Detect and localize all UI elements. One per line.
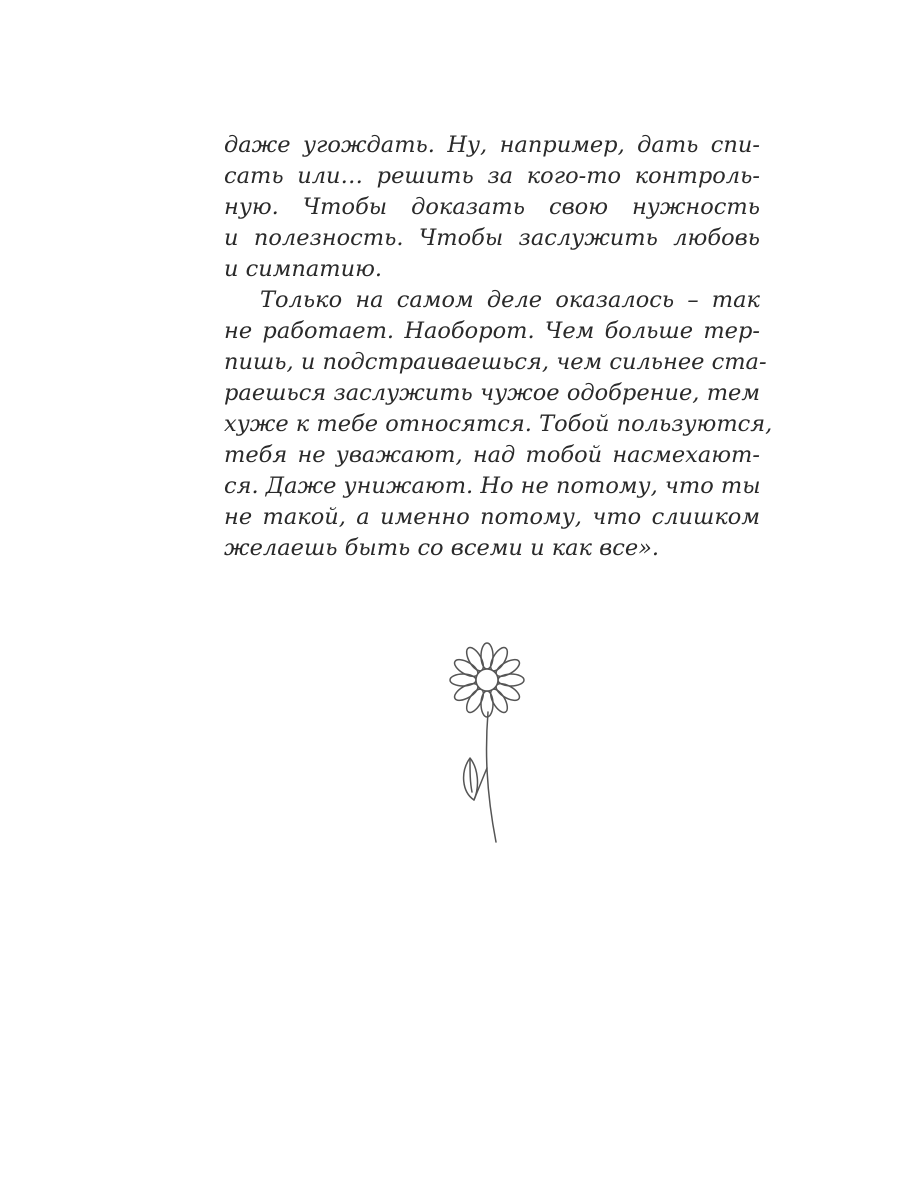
text-line: тебя не уважают, над тобой насмехают-	[224, 442, 760, 468]
text-line: и симпатию.	[224, 256, 383, 282]
daisy-flower-icon	[430, 640, 540, 850]
text-line: раешься заслужить чужое одобрение, тем	[224, 380, 760, 406]
text-line: даже угождать. Ну, например, дать спи-	[224, 132, 760, 158]
text-line: хуже к тебе относятся. Тобой пользуются,	[224, 411, 773, 437]
text-line: не такой, а именно потому, что слишком	[224, 504, 760, 530]
text-line: сать или… решить за кого-то контроль-	[224, 163, 760, 189]
body-text	[224, 130, 773, 564]
text-line: пишь, и подстраиваешься, чем сильнее ста-	[224, 349, 767, 375]
text-line: желаешь быть со всеми и как все».	[224, 535, 660, 561]
text-line: не работает. Наоборот. Чем больше тер-	[224, 318, 760, 344]
text-line: ся. Даже унижают. Но не потому, что ты	[224, 473, 761, 499]
paragraph-first-line: Только на самом деле оказалось – так	[260, 287, 760, 313]
text-line: ную. Чтобы доказать свою нужность	[224, 194, 760, 220]
text-line: и полезность. Чтобы заслужить любовь	[224, 225, 760, 251]
